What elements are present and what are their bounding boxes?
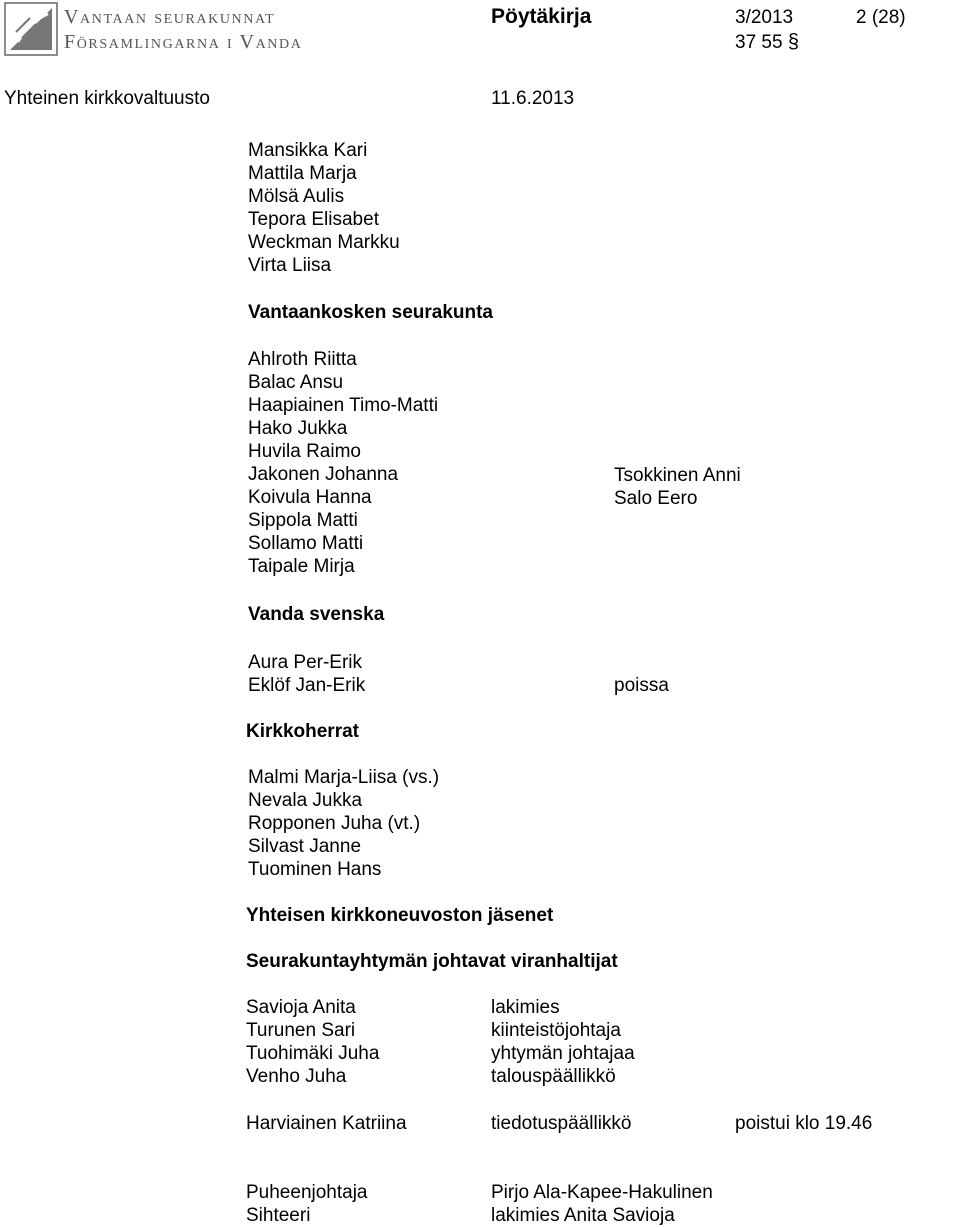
member-name: Virta Liisa [248, 255, 332, 276]
church-emblem-icon [4, 2, 58, 56]
section-title-vanda: Vanda svenska [248, 604, 385, 625]
absence-note: poissa [614, 675, 669, 696]
member-name: Taipale Mirja [248, 556, 355, 577]
secretary-name: lakimies Anita Savioja [491, 1205, 675, 1226]
member-name: Hako Jukka [248, 418, 348, 439]
member-name: Tuominen Hans [248, 859, 382, 880]
section-range [735, 31, 799, 54]
member-list-vantaankoski [248, 348, 438, 578]
meeting-date: 11.6.2013 [491, 88, 575, 109]
member-name: Haapiainen Timo-Matti [248, 395, 439, 416]
official-role: lakimies [491, 997, 560, 1018]
official-roles [491, 996, 635, 1088]
section-range-text: 37 55 [735, 32, 783, 53]
member-name: Tepora Elisabet [248, 209, 379, 230]
official-name: Turunen Sari [246, 1020, 356, 1041]
member-name: Sippola Matti [248, 510, 358, 531]
member-name: Jakonen Johanna [248, 464, 399, 485]
deputy-list-vantaankoski [614, 464, 741, 510]
official-name: Savioja Anita [246, 997, 356, 1018]
official-role: talouspäällikkö [491, 1066, 616, 1087]
official-name: Tuohimäki Juha [246, 1043, 380, 1064]
page-number: 2 (28) [856, 7, 906, 28]
member-name: Balac Ansu [248, 372, 344, 393]
section-title-officials: Seurakuntayhtymän johtavat viranhaltijat [246, 951, 618, 972]
member-list-vanda [248, 651, 365, 697]
deputy-name: Salo Eero [614, 488, 698, 509]
member-name: Aura Per-Erik [248, 652, 363, 673]
section-sign-icon: § [787, 31, 799, 53]
member-list-prev [248, 139, 400, 277]
member-name: Huvila Raimo [248, 441, 361, 462]
member-name: Mansikka Kari [248, 140, 368, 161]
official-names [246, 996, 379, 1088]
member-name: Ropponen Juha (vt.) [248, 813, 421, 834]
chair-name: Pirjo Ala-Kapee-Hakulinen [491, 1182, 713, 1203]
section-title-kirkkoneuvosto: Yhteisen kirkkoneuvoston jäsenet [246, 905, 554, 926]
logo [4, 2, 58, 61]
official-role: kiinteistöjohtaja [491, 1020, 621, 1041]
member-name: Nevala Jukka [248, 790, 363, 811]
logo-line1: Vantaan seurakunnat [64, 6, 276, 28]
member-name: Weckman Markku [248, 232, 400, 253]
official-name: Harviainen Katriina [246, 1113, 407, 1134]
doc-type: Pöytäkirja [491, 5, 592, 28]
member-name: Sollamo Matti [248, 533, 364, 554]
deputy-name: Tsokkinen Anni [614, 465, 741, 486]
member-name: Silvast Janne [248, 836, 362, 857]
member-name: Koivula Hanna [248, 487, 372, 508]
secretary-label: Sihteeri [246, 1205, 311, 1226]
member-name: Eklöf Jan-Erik [248, 675, 366, 696]
section-title-vantaankoski: Vantaankosken seurakunta [248, 302, 493, 323]
member-name: Ahlroth Riitta [248, 349, 357, 370]
doc-number: 3/2013 [735, 7, 794, 28]
official-name: Venho Juha [246, 1066, 347, 1087]
logo-line2: Församlingarna i Vanda [64, 31, 303, 53]
member-name: Mattila Marja [248, 163, 357, 184]
member-list-kirkkoherrat [248, 766, 439, 881]
chair-label: Puheenjohtaja [246, 1182, 368, 1203]
departure-note: poistui klo 19.46 [735, 1113, 873, 1134]
member-name: Mölsä Aulis [248, 186, 345, 207]
body-name: Yhteinen kirkkovaltuusto [4, 88, 210, 109]
official-role: tiedotuspäällikkö [491, 1113, 632, 1134]
member-name: Malmi Marja-Liisa (vs.) [248, 767, 440, 788]
section-title-kirkkoherrat: Kirkkoherrat [246, 721, 359, 742]
official-role: yhtymän johtajaa [491, 1043, 635, 1064]
